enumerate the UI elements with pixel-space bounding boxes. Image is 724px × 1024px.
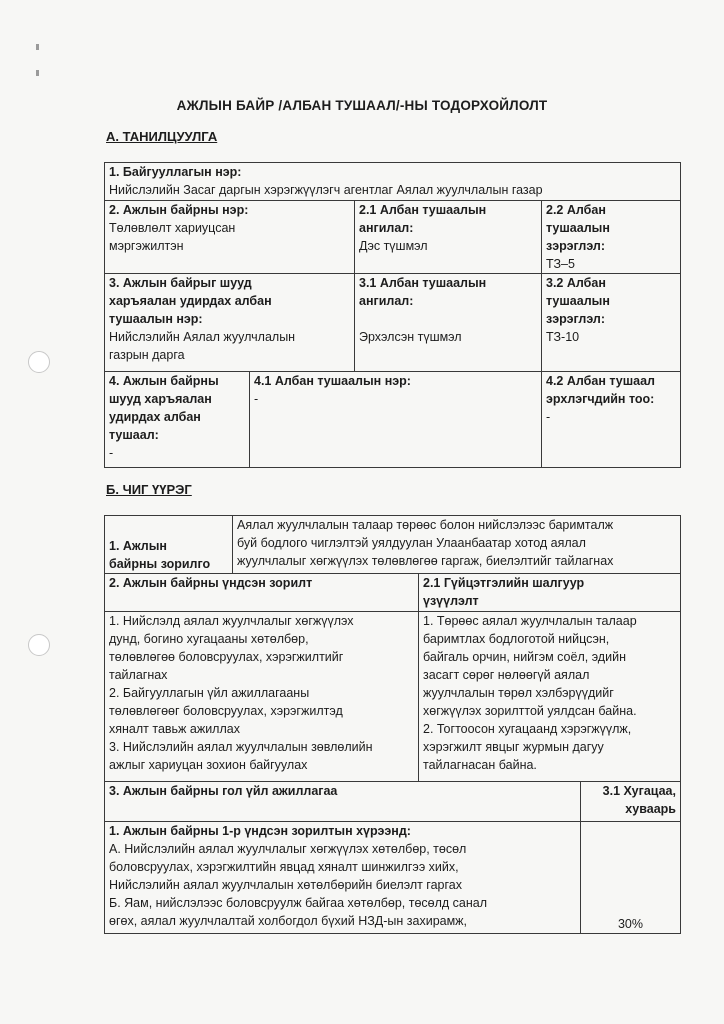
org-row [105, 163, 681, 201]
time-header [581, 782, 681, 822]
goals-row [105, 612, 681, 782]
subordinate-count-label: эрхлэгчдийн тоо: [546, 392, 655, 406]
subordinate-cell [105, 372, 250, 468]
job-class-label: ангилал: [359, 221, 414, 235]
time-header-line: хуваарь [625, 802, 676, 816]
punch-hole [28, 634, 50, 656]
main-goal-header: 2. Ажлын байрны үндсэн зорилт [105, 574, 419, 612]
activity-line: Б. Яам, нийслэлээс боловсруулж байгаа хөтөлбөр, төсөлд санал [109, 896, 488, 910]
main-goal-line: тайлагнах [109, 668, 168, 682]
main-goal-line: төлөвлөгөөг боловсруулах, хэрэгжилтэд [109, 704, 343, 718]
main-goal-line: хяналт тавьж ажиллах [109, 722, 240, 736]
supervisor-rank-cell [542, 274, 681, 372]
supervisor-rank-label: 3.2 Албан [546, 276, 606, 290]
scan-mark [36, 44, 39, 50]
criteria-cell [419, 612, 681, 782]
criteria-line: хэрэгжилт явцыг журмын дагуу [423, 740, 604, 754]
purpose-label: 1. Ажлын [109, 539, 167, 553]
punch-hole [28, 351, 50, 373]
subordinate-label: тушаал: [109, 428, 159, 442]
supervisor-value: газрын дарга [109, 348, 185, 362]
supervisor-label: 3. Ажлын байрыг шууд [109, 276, 252, 290]
job-value: мэргэжилтэн [109, 239, 184, 253]
job-rank-label: зэрэглэл: [546, 239, 606, 253]
supervisor-rank-label: тушаалын [546, 294, 610, 308]
criteria-line: хөгжүүлэх зорилттой уялдсан байна. [423, 704, 637, 718]
activity-line: боловсруулах, хэрэгжилтийн явцад хяналт шинжилгээ хийх, [109, 860, 459, 874]
subordinate-label: шууд харъяалан [109, 392, 212, 406]
subordinate-count-label: 4.2 Албан тушаал [546, 374, 655, 388]
supervisor-row [105, 274, 681, 372]
purpose-text-line: жуулчлалыг хөгжүүлэх төлөвлөгөө гаргаж, биелэлтийг тайлагнах [237, 554, 614, 568]
job-class-label: 2.1 Албан тушаалын [359, 203, 487, 217]
supervisor-class-cell [355, 274, 542, 372]
job-row [105, 201, 681, 274]
job-rank-cell [542, 201, 681, 274]
main-goals-cell [105, 612, 419, 782]
subordinate-label: удирдах албан [109, 410, 201, 424]
purpose-text-line: буй бодлого чиглэлтэй уялдуулан Улаанбаатар хотод аялал [237, 536, 586, 550]
supervisor-class-label: ангилал: [359, 294, 414, 308]
job-value: Төлөвлөлт хариуцсан [109, 221, 236, 235]
criteria-line: засагт сөрөг нөлөөгүй аялал [423, 668, 590, 682]
job-rank-label: 2.2 Албан [546, 203, 606, 217]
goals-header-row [105, 574, 681, 612]
org-cell [105, 163, 681, 201]
subordinate-name-value: - [254, 392, 259, 406]
activities-header: 3. Ажлын байрны гол үйл ажиллагаа [105, 782, 581, 822]
purpose-text-line: Аялал жуулчлалын талаар төрөөс болон нийслэлээс баримталж [237, 518, 614, 532]
activity-row [105, 822, 681, 934]
supervisor-value: Нийслэлийн Аялал жуулчлалын [109, 330, 296, 344]
subordinate-label: 4. Ажлын байрны [109, 374, 219, 388]
scan-mark [36, 70, 39, 76]
introduction-table [104, 162, 681, 468]
purpose-label-cell [105, 516, 233, 574]
criteria-line: 1. Төрөөс аялал жуулчлалын талаар [423, 614, 637, 628]
main-goal-line: 3. Нийслэлийн аялал жуулчлалын зөвлөлийн [109, 740, 373, 754]
subordinate-name-cell [250, 372, 542, 468]
document-title: АЖЛЫН БАЙР /АЛБАН ТУШААЛ/-НЫ ТОДОРХОЙЛОЛТ [176, 98, 548, 113]
criteria-header-line: 2.1 Гүйцэтгэлийн шалгуур [423, 576, 585, 590]
purpose-row [105, 516, 681, 574]
criteria-line: байгаль орчин, нийгэм соёл, эдийн [423, 650, 626, 664]
criteria-line: баримтлах бодлоготой нийцсэн, [423, 632, 610, 646]
job-cell [105, 201, 355, 274]
job-label: 2. Ажлын байрны нэр: [109, 203, 249, 217]
section-b-heading: Б. ЧИГ ҮҮРЭГ [106, 482, 192, 497]
criteria-header [419, 574, 681, 612]
activities-header-row [105, 782, 681, 822]
activity-title: 1. Ажлын байрны 1-р үндсэн зорилтын хүрээнд: [109, 824, 411, 838]
criteria-header-line: үзүүлэлт [423, 594, 479, 608]
main-goal-line: ажлыг хариуцан зохион байгуулах [109, 758, 308, 772]
supervisor-label: харъяалан удирдах албан [109, 294, 272, 308]
subordinate-name-label: 4.1 Албан тушаалын нэр: [254, 374, 411, 388]
subordinate-value: - [109, 446, 114, 460]
supervisor-class-label: 3.1 Албан тушаалын [359, 276, 487, 290]
main-goal-line: 1. Нийслэлд аялал жуулчлалыг хөгжүүлэх [109, 614, 354, 628]
supervisor-label: тушаалын нэр: [109, 312, 203, 326]
org-value: Нийслэлийн Засаг даргын хэрэгжүүлэгч агентлаг Аялал жуулчлалын газар [109, 183, 543, 197]
criteria-line: тайлагнасан байна. [423, 758, 537, 772]
time-value: 30% [581, 822, 681, 934]
job-rank-label: тушаалын [546, 221, 610, 235]
subordinate-row [105, 372, 681, 468]
activity-cell [105, 822, 581, 934]
org-label: 1. Байгууллагын нэр: [109, 165, 242, 179]
main-goal-line: 2. Байгууллагын үйл ажиллагааны [109, 686, 310, 700]
subordinate-count-cell [542, 372, 681, 468]
supervisor-rank-value: ТЗ-10 [546, 330, 580, 344]
criteria-line: 2. Тогтоосон хугацаанд хэрэгжүүлж, [423, 722, 632, 736]
job-class-cell [355, 201, 542, 274]
subordinate-count-value: - [546, 410, 551, 424]
criteria-line: жуулчлалын төрөл хэлбэрүүдийг [423, 686, 614, 700]
purpose-label: байрны зорилго [109, 557, 211, 571]
section-a-heading: А. ТАНИЛЦУУЛГА [106, 129, 218, 144]
supervisor-class-value: Эрхэлсэн түшмэл [359, 330, 462, 344]
activity-line: өгөх, аялал жуулчлалтай холбогдол бүхий НЗД-ын захирамж, [109, 914, 468, 928]
job-class-value: Дэс түшмэл [359, 239, 428, 253]
time-header-line: 3.1 Хугацаа, [602, 784, 676, 798]
activity-line: А. Нийслэлийн аялал жуулчлалыг хөгжүүлэх хөтөлбөр, төсөл [109, 842, 467, 856]
supervisor-cell [105, 274, 355, 372]
supervisor-rank-label: зэрэглэл: [546, 312, 606, 326]
activity-line: Нийслэлийн аялал жуулчлалын хөтөлбөрийн биелэлт гаргах [109, 878, 462, 892]
job-rank-value: ТЗ–5 [546, 257, 575, 271]
main-goal-line: төлөвлөгөө боловсруулах, хэрэгжилтийг [109, 650, 344, 664]
main-goal-line: дунд, богино хугацааны хөтөлбөр, [109, 632, 309, 646]
duties-table [104, 515, 681, 934]
purpose-text-cell [233, 516, 681, 574]
